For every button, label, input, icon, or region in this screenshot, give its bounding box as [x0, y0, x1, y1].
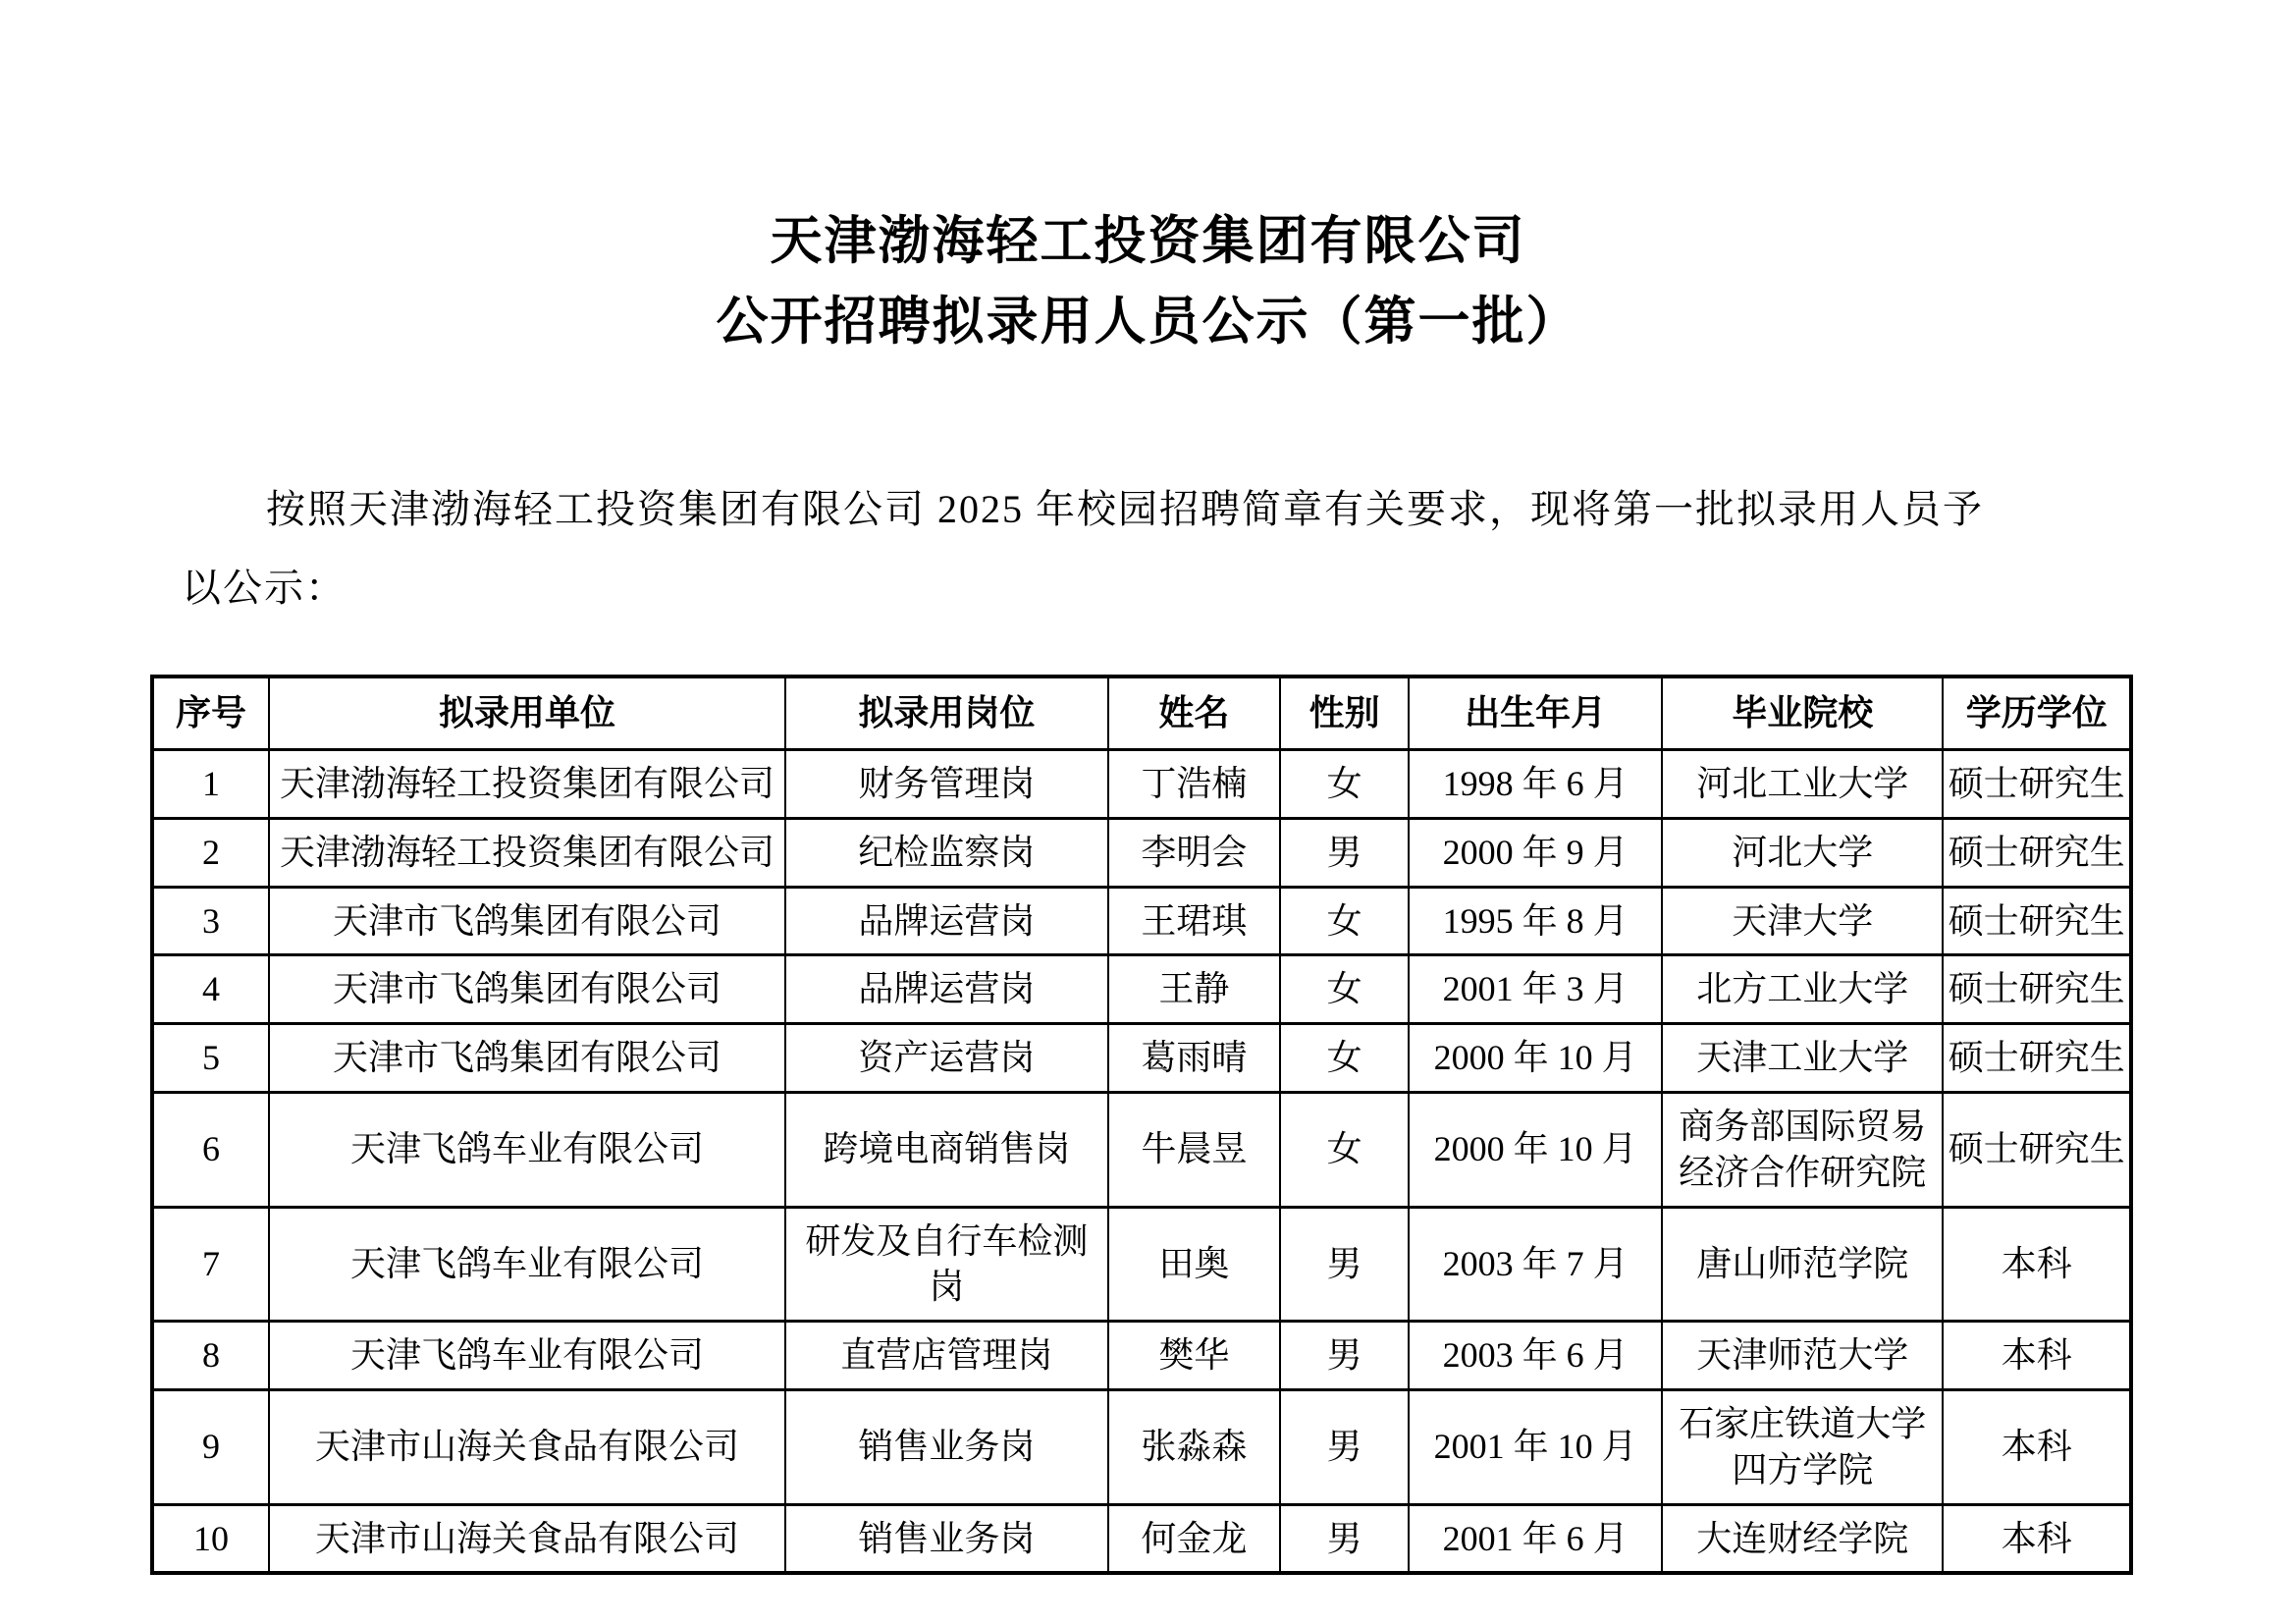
table-row	[152, 955, 2131, 1024]
table-cell-name: 田奥	[1108, 1207, 1280, 1322]
table-cell-index: 6	[152, 1093, 269, 1208]
table-cell-unit: 天津市山海关食品有限公司	[269, 1390, 785, 1505]
table-row	[152, 750, 2131, 819]
table-cell-school: 石家庄铁道大学 四方学院	[1662, 1390, 1943, 1505]
table-cell-unit: 天津飞鸽车业有限公司	[269, 1322, 785, 1390]
proposed-hires-table	[150, 675, 2133, 1575]
table-cell-name: 王静	[1108, 955, 1280, 1024]
table-row	[152, 1322, 2131, 1390]
table-cell-gender: 男	[1280, 1207, 1409, 1322]
table-cell-position: 纪检监察岗	[785, 818, 1108, 887]
table-row	[152, 1024, 2131, 1093]
table-body	[152, 750, 2131, 1574]
table-cell-degree: 硕士研究生	[1943, 955, 2131, 1024]
table-cell-index: 3	[152, 887, 269, 955]
table-cell-birth: 2001 年 3 月	[1409, 955, 1662, 1024]
column-header-school: 毕业院校	[1662, 677, 1943, 749]
column-header-position: 拟录用岗位	[785, 677, 1108, 749]
table-cell-unit: 天津渤海轻工投资集团有限公司	[269, 750, 785, 819]
table-cell-birth: 2003 年 7 月	[1409, 1207, 1662, 1322]
table-cell-degree: 硕士研究生	[1943, 887, 2131, 955]
intro-line-1: 按照天津渤海轻工投资集团有限公司 2025 年校园招聘简章有关要求，现将第一批拟录用人员予	[266, 487, 1984, 532]
table-cell-unit: 天津飞鸽车业有限公司	[269, 1207, 785, 1322]
table-cell-gender: 男	[1280, 1390, 1409, 1505]
table-cell-school: 北方工业大学	[1662, 955, 1943, 1024]
table-cell-name: 张淼森	[1108, 1390, 1280, 1505]
table-cell-gender: 女	[1280, 955, 1409, 1024]
table-cell-gender: 男	[1280, 1322, 1409, 1390]
table-row	[152, 1390, 2131, 1505]
table-cell-index: 4	[152, 955, 269, 1024]
table-cell-unit: 天津市飞鸽集团有限公司	[269, 955, 785, 1024]
table-cell-school: 河北工业大学	[1662, 750, 1943, 819]
table-cell-school: 大连财经学院	[1662, 1504, 1943, 1573]
table-cell-gender: 女	[1280, 1024, 1409, 1093]
column-header-degree: 学历学位	[1943, 677, 2131, 749]
table-cell-name: 樊华	[1108, 1322, 1280, 1390]
table-cell-gender: 女	[1280, 1093, 1409, 1208]
intro-paragraph	[182, 470, 2117, 627]
table-cell-degree: 硕士研究生	[1943, 1024, 2131, 1093]
table-cell-unit: 天津飞鸽车业有限公司	[269, 1093, 785, 1208]
table-cell-position: 销售业务岗	[785, 1390, 1108, 1505]
table-cell-position: 财务管理岗	[785, 750, 1108, 819]
table-cell-degree: 本科	[1943, 1390, 2131, 1505]
table-cell-name: 丁浩楠	[1108, 750, 1280, 819]
table-cell-index: 9	[152, 1390, 269, 1505]
table-header-row	[152, 677, 2131, 749]
column-header-birth: 出生年月	[1409, 677, 1662, 749]
table-cell-birth: 2001 年 10 月	[1409, 1390, 1662, 1505]
table-row	[152, 1207, 2131, 1322]
table-cell-birth: 2003 年 6 月	[1409, 1322, 1662, 1390]
table-cell-degree: 本科	[1943, 1322, 2131, 1390]
table-row	[152, 1504, 2131, 1573]
table-cell-position: 研发及自行车检测岗	[785, 1207, 1108, 1322]
document-title	[0, 201, 2296, 362]
table-cell-index: 5	[152, 1024, 269, 1093]
table-cell-position: 品牌运营岗	[785, 887, 1108, 955]
column-header-gender: 性别	[1280, 677, 1409, 749]
table-row	[152, 1093, 2131, 1208]
table-cell-name: 葛雨晴	[1108, 1024, 1280, 1093]
table-cell-position: 资产运营岗	[785, 1024, 1108, 1093]
table-cell-degree: 本科	[1943, 1504, 2131, 1573]
table-cell-index: 7	[152, 1207, 269, 1322]
table-cell-name: 李明会	[1108, 818, 1280, 887]
table-cell-birth: 2001 年 6 月	[1409, 1504, 1662, 1573]
table-cell-degree: 硕士研究生	[1943, 1093, 2131, 1208]
column-header-name: 姓名	[1108, 677, 1280, 749]
table-cell-degree: 本科	[1943, 1207, 2131, 1322]
column-header-unit: 拟录用单位	[269, 677, 785, 749]
table-cell-unit: 天津渤海轻工投资集团有限公司	[269, 818, 785, 887]
table-cell-birth: 2000 年 9 月	[1409, 818, 1662, 887]
document-title-line-1: 天津渤海轻工投资集团有限公司	[770, 213, 1526, 270]
table-cell-index: 8	[152, 1322, 269, 1390]
table-cell-gender: 男	[1280, 818, 1409, 887]
table-cell-index: 10	[152, 1504, 269, 1573]
table-cell-birth: 1998 年 6 月	[1409, 750, 1662, 819]
table-cell-school: 商务部国际贸易 经济合作研究院	[1662, 1093, 1943, 1208]
table-cell-degree: 硕士研究生	[1943, 750, 2131, 819]
table-cell-birth: 2000 年 10 月	[1409, 1024, 1662, 1093]
table-cell-degree: 硕士研究生	[1943, 818, 2131, 887]
table-cell-index: 2	[152, 818, 269, 887]
table-cell-gender: 女	[1280, 750, 1409, 819]
table-cell-position: 销售业务岗	[785, 1504, 1108, 1573]
table-row	[152, 887, 2131, 955]
table-cell-position: 品牌运营岗	[785, 955, 1108, 1024]
table-cell-position: 跨境电商销售岗	[785, 1093, 1108, 1208]
table-cell-unit: 天津市山海关食品有限公司	[269, 1504, 785, 1573]
table-cell-index: 1	[152, 750, 269, 819]
table-cell-school: 天津工业大学	[1662, 1024, 1943, 1093]
table-cell-school: 天津师范大学	[1662, 1322, 1943, 1390]
table-cell-birth: 2000 年 10 月	[1409, 1093, 1662, 1208]
table-cell-position: 直营店管理岗	[785, 1322, 1108, 1390]
table-cell-name: 牛晨昱	[1108, 1093, 1280, 1208]
table-cell-school: 河北大学	[1662, 818, 1943, 887]
column-header-index: 序号	[152, 677, 269, 749]
table-cell-gender: 女	[1280, 887, 1409, 955]
intro-line-2: 以公示：	[182, 566, 347, 611]
table-cell-name: 何金龙	[1108, 1504, 1280, 1573]
table-row	[152, 818, 2131, 887]
table-cell-gender: 男	[1280, 1504, 1409, 1573]
table-cell-school: 唐山师范学院	[1662, 1207, 1943, 1322]
table-cell-unit: 天津市飞鸽集团有限公司	[269, 1024, 785, 1093]
table-cell-birth: 1995 年 8 月	[1409, 887, 1662, 955]
table-cell-name: 王珺琪	[1108, 887, 1280, 955]
table-cell-school: 天津大学	[1662, 887, 1943, 955]
table-cell-unit: 天津市飞鸽集团有限公司	[269, 887, 785, 955]
document-title-line-2: 公开招聘拟录用人员公示（第一批）	[716, 294, 1580, 352]
